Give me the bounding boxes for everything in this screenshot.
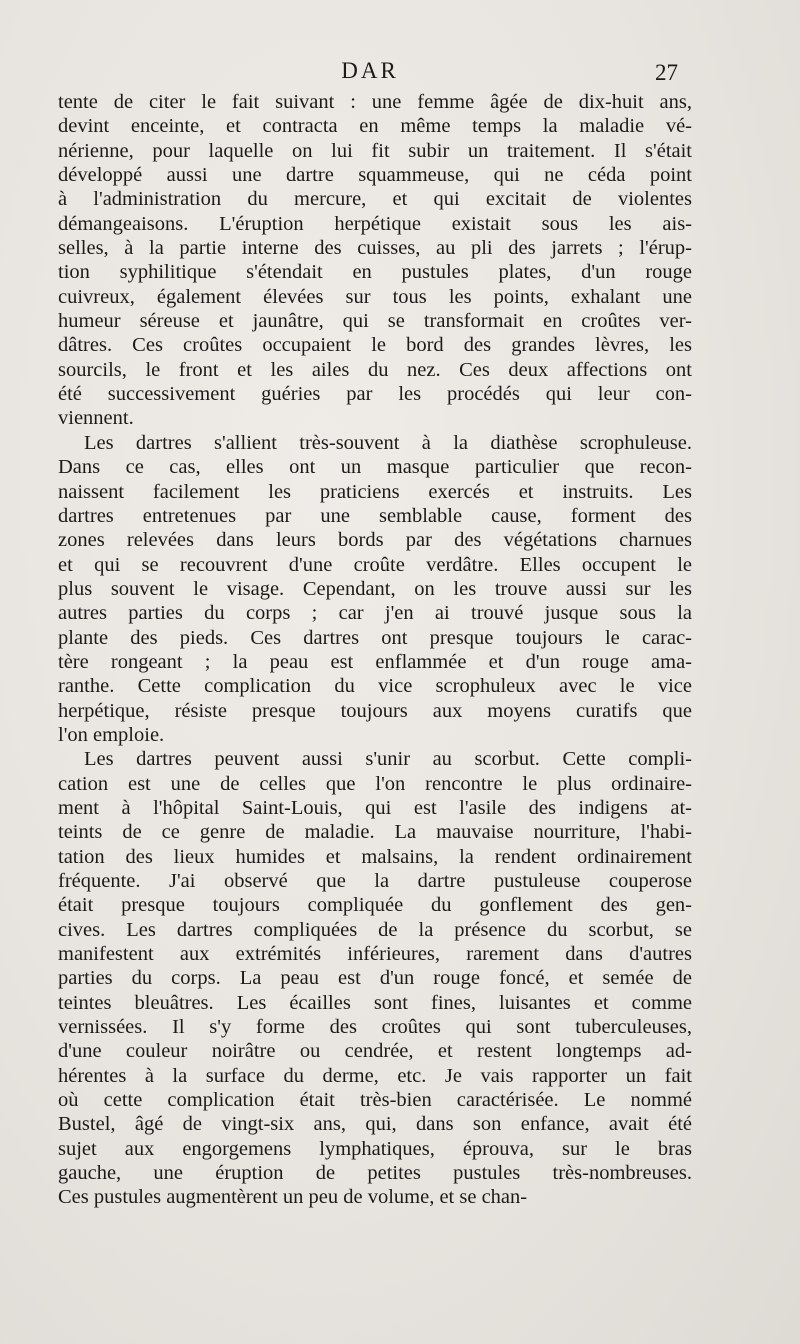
text-line: dâtres. Ces croûtes occupaient le bord des grandes lèvres, les: [58, 334, 692, 357]
text-line: tation des lieux humides et malsains, la rendent ordinairement: [58, 845, 692, 868]
text-line: ranthe. Cette complication du vice scrophuleux avec le vice: [58, 675, 692, 698]
text-line: cuivreux, également élevées sur tous les points, exhalant une: [58, 285, 692, 308]
running-head: DAR: [341, 58, 399, 83]
text-line: selles, à la partie interne des cuisses, au pli des jarrets ; l'érup-: [58, 237, 692, 260]
text-line: Dans ce cas, elles ont un masque particulier que recon-: [58, 456, 692, 479]
body-text: [58, 90, 692, 1210]
text-line: tion syphilitique s'étendait en pustules plates, d'un rouge: [58, 261, 692, 284]
text-line: développé aussi une dartre squammeuse, qui ne céda point: [58, 164, 692, 187]
page-number: 27: [655, 60, 678, 85]
text-line: vernissées. Il s'y forme des croûtes qui sont tuberculeuses,: [58, 1016, 692, 1039]
text-line: ment à l'hôpital Saint-Louis, qui est l'asile des indigens at-: [58, 796, 692, 819]
text-line: plante des pieds. Ces dartres ont presque toujours le carac-: [58, 626, 692, 649]
text-line: dartres entretenues par une semblable cause, forment des: [58, 504, 692, 527]
text-line: nérienne, pour laquelle on lui fit subir un traitement. Il s'était: [58, 139, 692, 162]
text-line: viennent.: [58, 407, 134, 430]
text-line: l'on emploie.: [58, 723, 165, 746]
text-line: teintes bleuâtres. Les écailles sont fines, luisantes et comme: [58, 991, 692, 1014]
text-line: été successivement guéries par les procédés qui leur con-: [58, 383, 692, 406]
page-header: [0, 58, 800, 88]
text-line: fréquente. J'ai observé que la dartre pustuleuse couperose: [58, 870, 692, 892]
text-line: démangeaisons. L'éruption herpétique existait sous les ais-: [58, 212, 692, 235]
text-line: sourcils, le front et les ailes du nez. Ces deux affections ont: [58, 358, 692, 381]
text-line: devint enceinte, et contracta en même temps la maladie vé-: [58, 115, 692, 138]
text-line: d'une couleur noirâtre ou cendrée, et restent longtemps ad-: [58, 1040, 692, 1063]
text-line: sujet aux engorgemens lymphatiques, éprouva, sur le bras: [58, 1137, 692, 1160]
text-line: zones relevées dans leurs bords par des végétations charnues: [58, 529, 692, 552]
text-line: Les dartres s'allient très-souvent à la diathèse scrophuleuse.: [84, 431, 692, 454]
text-line: parties du corps. La peau est d'un rouge foncé, et semée de: [58, 967, 692, 990]
paragraph: [58, 431, 692, 747]
text-line: hérentes à la surface du derme, etc. Je vais rapporter un fait: [58, 1064, 692, 1087]
text-line: plus souvent le visage. Cependant, on les trouve aussi sur les: [58, 577, 692, 600]
text-line: manifestent aux extrémités inférieures, rarement dans d'autres: [58, 943, 692, 966]
text-line: Ces pustules augmentèrent un peu de volume, et se chan-: [58, 1186, 528, 1209]
text-line: où cette complication était très-bien caractérisée. Le nommé: [58, 1089, 692, 1112]
text-line: naissent facilement les praticiens exercés et instruits. Les: [58, 480, 692, 503]
text-line: à l'administration du mercure, et qui excitait de violentes: [58, 188, 692, 211]
paragraph: [58, 747, 692, 1210]
paragraph: [58, 90, 692, 431]
text-line: cation est une de celles que l'on rencontre le plus ordinaire-: [58, 772, 692, 795]
text-line: Les dartres peuvent aussi s'unir au scorbut. Cette compli-: [84, 748, 692, 771]
text-line: teints de ce genre de maladie. La mauvaise nourriture, l'habi-: [58, 821, 692, 844]
text-line: Bustel, âgé de vingt-six ans, qui, dans son enfance, avait été: [58, 1113, 692, 1136]
text-line: autres parties du corps ; car j'en ai trouvé jusque sous la: [58, 602, 692, 625]
text-line: gauche, une éruption de petites pustules très-nombreuses.: [58, 1162, 692, 1185]
text-line: humeur séreuse et jaunâtre, qui se transformait en croûtes ver-: [58, 310, 692, 333]
text-line: tère rongeant ; la peau est enflammée et d'un rouge ama-: [58, 650, 692, 673]
text-line: et qui se recouvrent d'une croûte verdâtre. Elles occupent le: [58, 553, 692, 576]
text-line: herpétique, résiste presque toujours aux moyens curatifs que: [58, 699, 692, 722]
text-line: cives. Les dartres compliquées de la présence du scorbut, se: [58, 918, 692, 941]
text-line: était presque toujours compliquée du gonflement des gen-: [58, 894, 692, 917]
text-line: tente de citer le fait suivant : une femme âgée de dix-huit ans,: [58, 91, 692, 113]
